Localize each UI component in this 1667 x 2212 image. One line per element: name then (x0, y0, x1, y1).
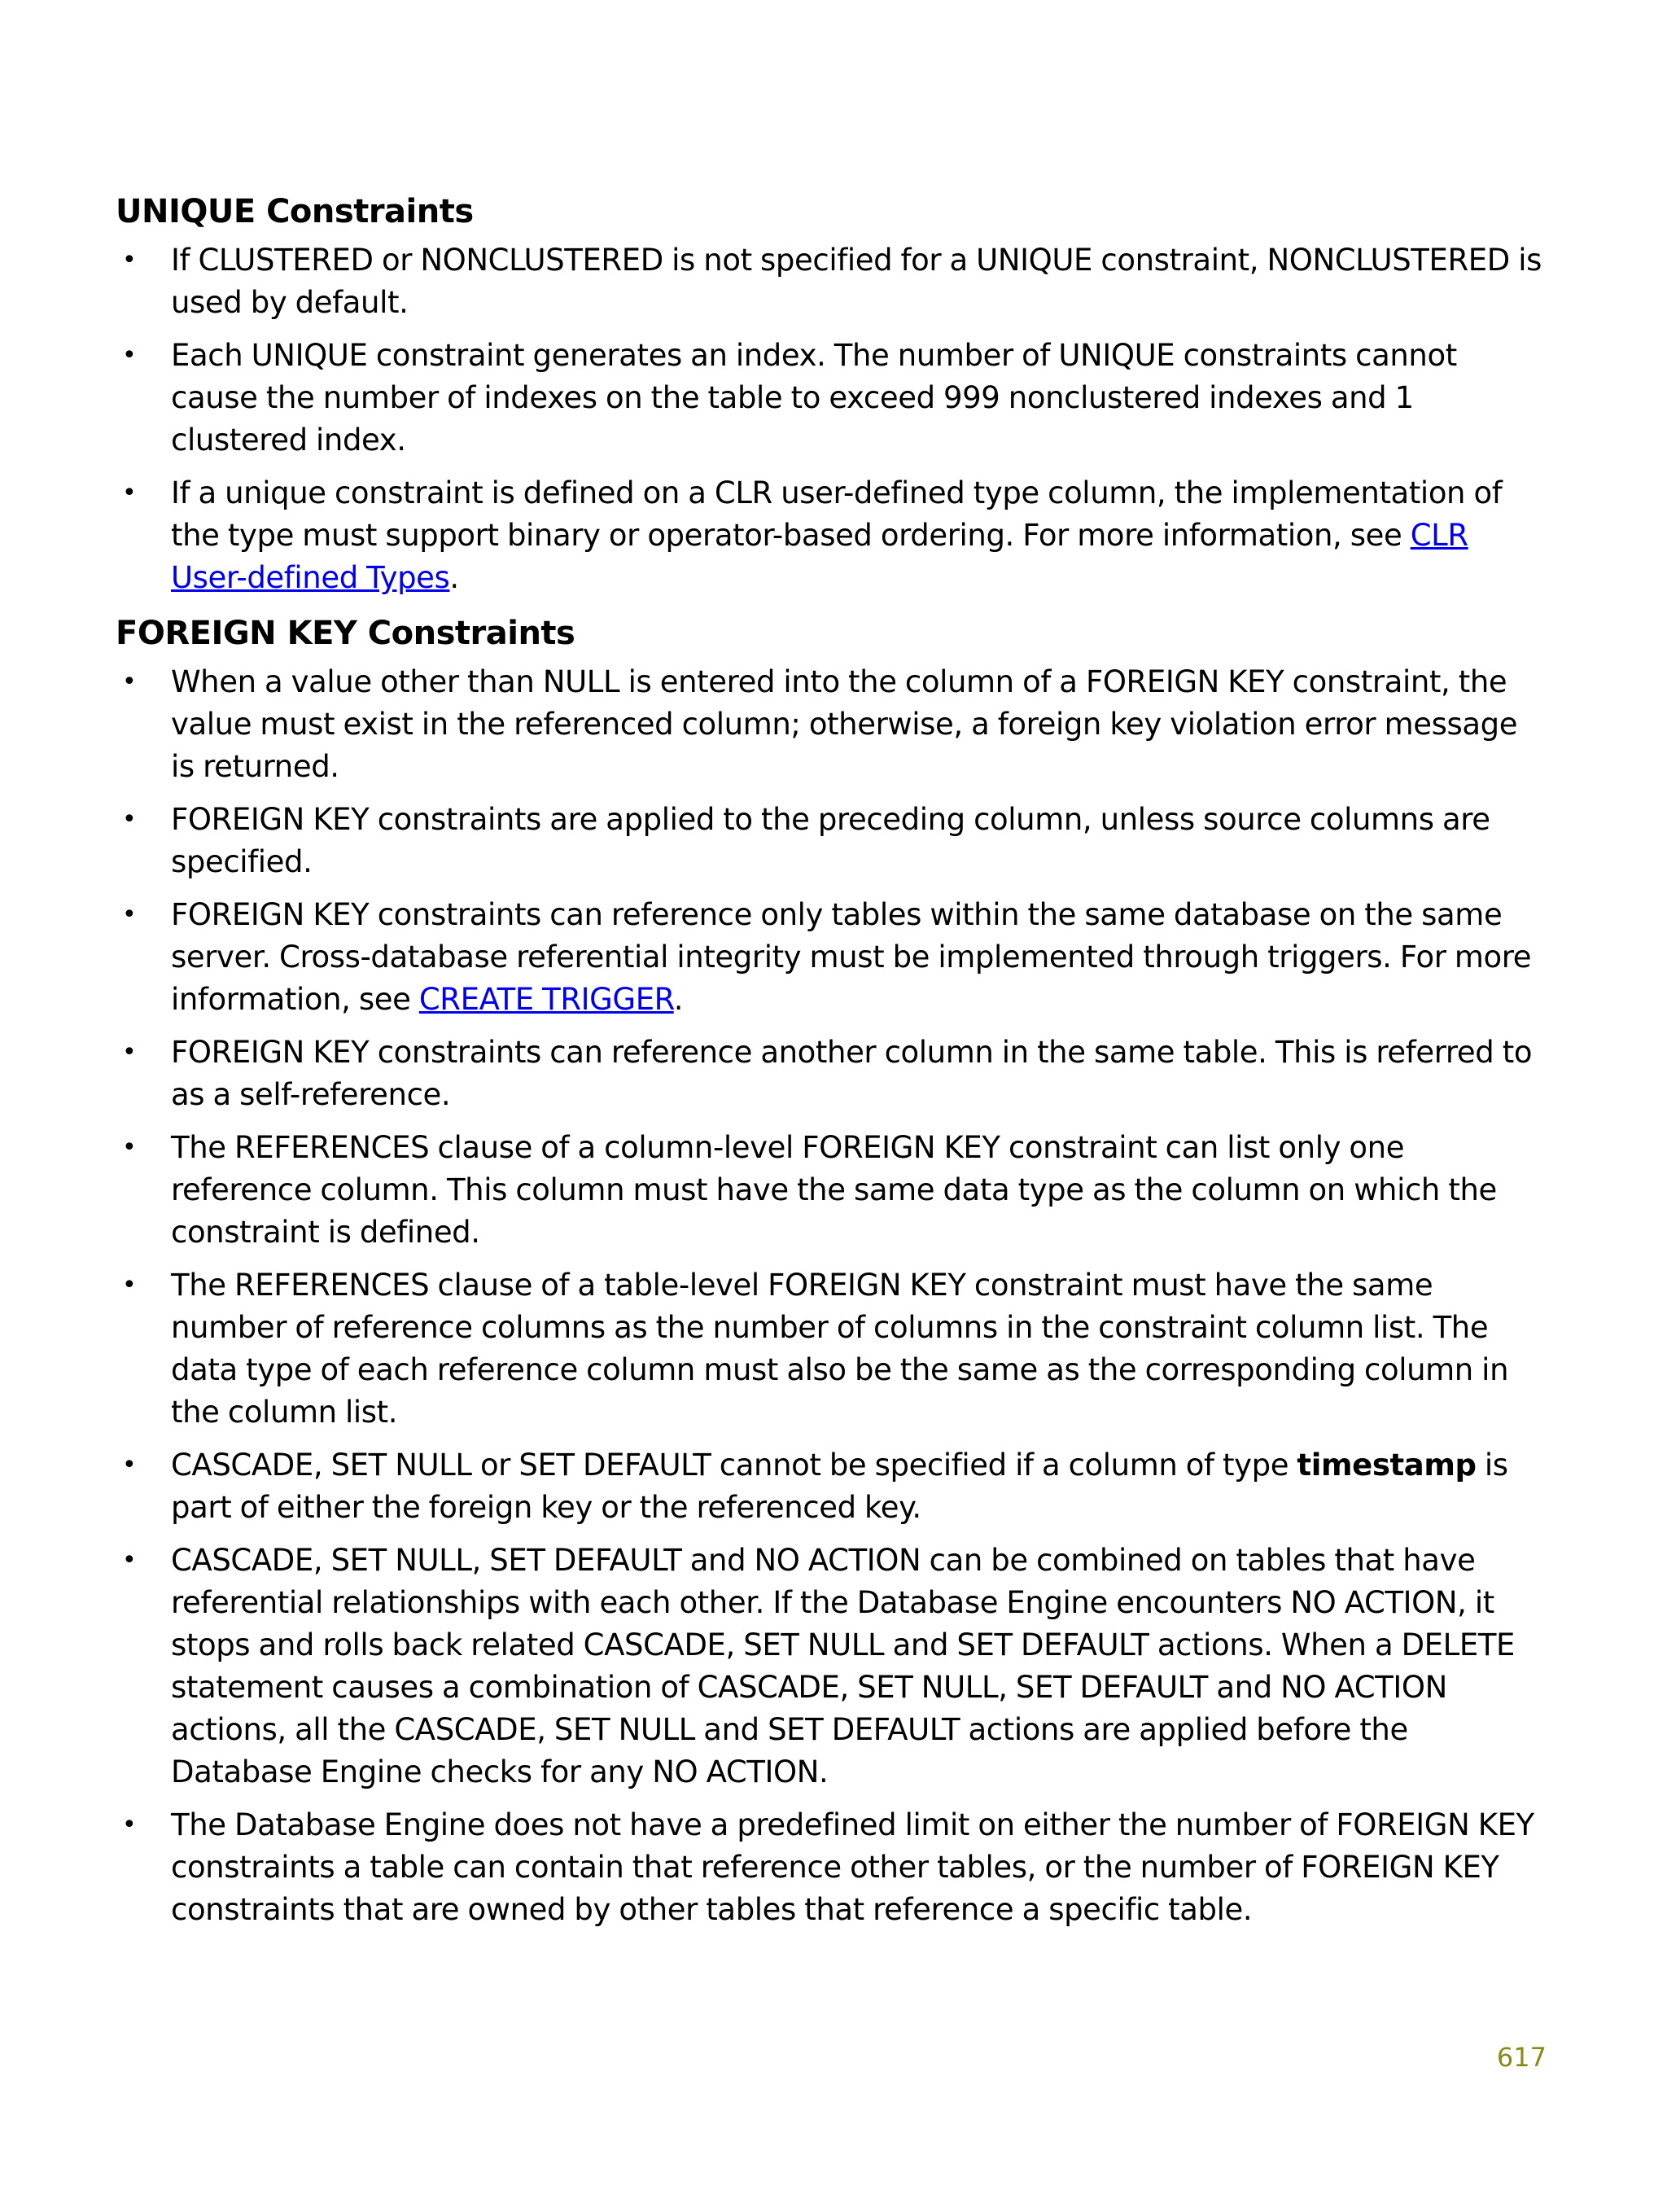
list-item (116, 335, 1548, 462)
list-item-text: If a unique constraint is defined on a CLR user-defined type column, the implementation of the type must support binary or operator-based ordering. For more information, see (171, 475, 1503, 553)
section-heading-foreign-key-constraints: FOREIGN KEY Constraints (116, 615, 575, 652)
list-item-text-end: is part of either the foreign key or the referenced key. (171, 1448, 1508, 1525)
document-page (116, 189, 1548, 1942)
list-item (116, 239, 1548, 324)
list-item-text: When a value other than NULL is entered into the column of a FOREIGN KEY constraint, the value must exist in the referenced column; otherwise, a foreign key violation error message is returned. (171, 664, 1518, 784)
list-item-text: CASCADE, SET NULL or SET DEFAULT cannot be specified if a column of type (171, 1448, 1297, 1483)
bullet-icon: • (122, 805, 137, 834)
bullet-icon: • (122, 1133, 137, 1162)
list-item (116, 799, 1548, 883)
list-item (116, 1540, 1548, 1794)
list-item-text: The REFERENCES clause of a column-level FOREIGN KEY constraint can list only one reference column. This column must have the same data type as the column on which the constraint is defined. (171, 1130, 1497, 1250)
list-item-text: FOREIGN KEY constraints are applied to the preceding column, unless source columns are specified. (171, 802, 1490, 879)
bullet-icon: • (122, 246, 137, 274)
bullet-icon: • (122, 1546, 137, 1575)
list-item-text: FOREIGN KEY constraints can reference only tables within the same database on the same server. Cross-database referential integrity must be implemented through triggers. For more information, see (171, 897, 1532, 1017)
bullet-icon: • (122, 900, 137, 929)
bullet-icon: • (122, 1038, 137, 1067)
timestamp-keyword: timestamp (1297, 1448, 1477, 1483)
section-heading-unique-constraints: UNIQUE Constraints (116, 193, 474, 230)
list-item (116, 1444, 1548, 1529)
list-item-text: CASCADE, SET NULL, SET DEFAULT and NO ACTION can be combined on tables that have referential relationships with each other. If the Database Engine encounters NO ACTION, it stops and rolls back related CASCADE, SET NULL and SET DEFAULT actions. When a DELETE statement causes a combination of CASCADE, SET NULL, SET DEFAULT and NO ACTION actions, all the CASCADE, SET NULL and SET DEFAULT actions are applied before the Database Engine checks for any NO ACTION. (171, 1543, 1516, 1789)
list-item-text: If CLUSTERED or NONCLUSTERED is not specified for a UNIQUE constraint, NONCLUSTERED is used by default. (171, 243, 1542, 320)
list-item-text: Each UNIQUE constraint generates an index. The number of UNIQUE constraints cannot cause the number of indexes on the table to exceed 999 nonclustered indexes and 1 clustered index. (171, 338, 1457, 458)
list-item-text: The Database Engine does not have a predefined limit on either the number of FOREIGN KEY constraints a table can contain that reference other tables, or the number of FOREIGN KEY constraints that are owned by other tables that reference a specific table. (171, 1807, 1534, 1927)
list-item (116, 894, 1548, 1021)
list-item-text-end: . (449, 560, 459, 595)
bullet-icon: • (122, 341, 137, 370)
list-item (116, 1804, 1548, 1931)
list-item (116, 1264, 1548, 1434)
list-item (116, 472, 1548, 599)
clr-user-defined-types-link[interactable]: CLR User-defined Types (171, 518, 1468, 595)
foreign-key-constraints-list (116, 661, 1548, 1931)
unique-constraints-list (116, 239, 1548, 599)
bullet-icon: • (122, 1451, 137, 1479)
create-trigger-link[interactable]: CREATE TRIGGER (418, 982, 674, 1017)
list-item (116, 1127, 1548, 1254)
list-item-text-end: . (673, 982, 684, 1017)
bullet-icon: • (122, 1271, 137, 1299)
list-item (116, 1032, 1548, 1116)
list-item-text: FOREIGN KEY constraints can reference another column in the same table. This is referred to as a self-reference. (171, 1035, 1533, 1112)
list-item-text: The REFERENCES clause of a table-level FOREIGN KEY constraint must have the same number of reference columns as the number of columns in the constraint column list. The data type of each reference column must also be the same as the corresponding column in the column list. (171, 1268, 1509, 1430)
bullet-icon: • (122, 668, 137, 696)
bullet-icon: • (122, 479, 137, 507)
list-item (116, 661, 1548, 788)
page-number: 617 (1496, 2042, 1547, 2073)
bullet-icon: • (122, 1811, 137, 1839)
